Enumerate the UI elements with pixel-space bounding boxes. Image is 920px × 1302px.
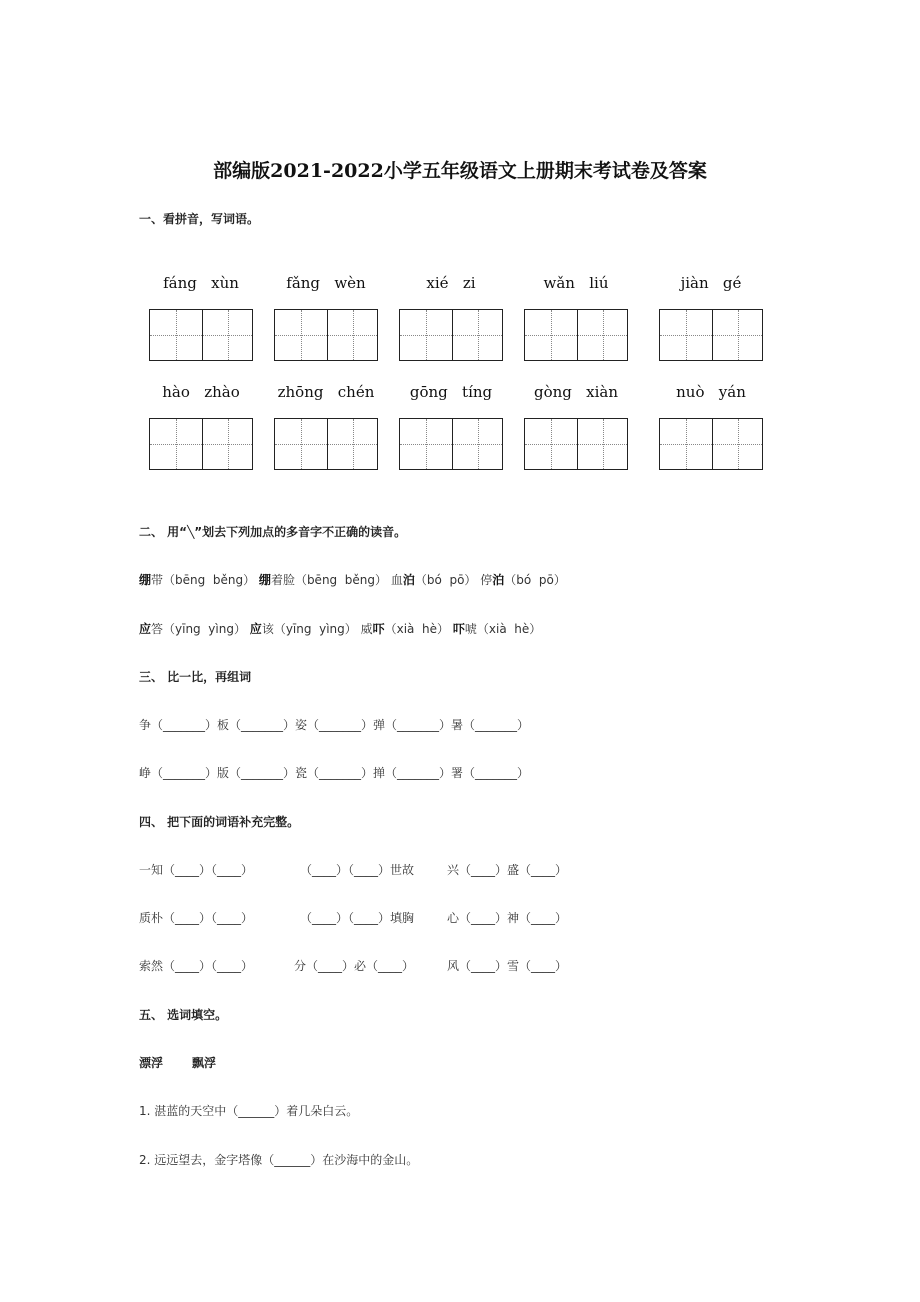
writing-grid[interactable]: [399, 309, 503, 361]
reading-options: （bó pō）: [504, 573, 566, 587]
section-4-heading: 四、 把下面的词语补充完整。: [139, 815, 300, 829]
reading-options: 唬（xià hè）: [464, 622, 542, 636]
compare-line-2: 峥（_______）版（_______）瓷（_______）掸（_______）署（_______）: [139, 766, 530, 780]
idiom-item: 质朴（____）（____）: [139, 911, 254, 925]
idiom-item: 风（____）雪（____）: [447, 959, 568, 973]
pinyin-label: xié zi: [426, 274, 476, 292]
writing-grid[interactable]: [149, 418, 253, 470]
pinyin-label: hào zhào: [162, 383, 240, 401]
pinyin-label: zhōng chén: [277, 383, 375, 401]
polyphone-item: [480, 573, 566, 587]
idiom-item: 一知（____）（____）: [139, 863, 254, 877]
polyphone-line-1: [139, 571, 566, 588]
section-5-heading: 五、 选词填空。: [139, 1008, 228, 1022]
section-2-heading: 二、 用“╲”划去下列加点的多音字不正确的读音。: [139, 525, 407, 539]
page-title: 部编版2021-2022小学五年级语文上册期末考试卷及答案: [213, 160, 707, 182]
dotted-character: 吓: [452, 622, 465, 636]
word-prefix: 威: [360, 622, 373, 636]
dotted-character: 泊: [402, 573, 415, 587]
idiom-item: 索然（____）（____）: [139, 959, 254, 973]
writing-grid[interactable]: [149, 309, 253, 361]
word-option-1: 漂浮: [139, 1056, 164, 1070]
section-3-heading: 三、 比一比，再组词: [139, 670, 252, 684]
reading-options: （bó pō）: [414, 573, 477, 587]
writing-grid[interactable]: [274, 309, 378, 361]
writing-grid[interactable]: [659, 418, 763, 470]
word-prefix: 停: [480, 573, 493, 587]
polyphone-item: [361, 622, 453, 636]
writing-grid[interactable]: [524, 418, 628, 470]
reading-options: （xià hè）: [384, 622, 450, 636]
pinyin-label: fǎng wèn: [286, 274, 366, 292]
fill-question-2: 2. 远远望去，金字塔像（______）在沙海中的金山。: [139, 1153, 419, 1167]
idiom-item: （____）（____）填胸: [300, 911, 415, 925]
fill-question-1: 1. 湛蓝的天空中（______）着几朵白云。: [139, 1104, 359, 1118]
pinyin-label: gòng xiàn: [533, 383, 619, 401]
idiom-item: （____）（____）世故: [300, 863, 415, 877]
writing-grid[interactable]: [274, 418, 378, 470]
reading-options: 着脸（bēng běng）: [270, 573, 388, 587]
polyphone-item: [139, 573, 259, 587]
pinyin-label: nuò yán: [676, 383, 746, 401]
idiom-item: 分（____）必（____）: [294, 959, 415, 973]
writing-grid[interactable]: [659, 309, 763, 361]
dotted-character: 绷: [139, 573, 152, 587]
dotted-character: 泊: [492, 573, 505, 587]
word-option-2: 飘浮: [192, 1056, 217, 1070]
pinyin-label: wǎn liú: [543, 274, 609, 292]
pinyin-label: jiàn gé: [680, 274, 742, 292]
reading-options: 该（yīng yìng）: [261, 622, 357, 636]
reading-options: 答（yīng yìng）: [151, 622, 246, 636]
polyphone-item: [391, 573, 480, 587]
compare-line-1: 争（_______）板（_______）姿（_______）弹（_______）暑（_______）: [139, 718, 530, 732]
dotted-character: 绷: [258, 573, 271, 587]
pinyin-label: fáng xùn: [163, 274, 239, 292]
writing-grid[interactable]: [399, 418, 503, 470]
writing-grid[interactable]: [524, 309, 628, 361]
pinyin-label: gōng tíng: [409, 383, 493, 401]
idiom-item: 心（____）神（____）: [447, 911, 568, 925]
idiom-item: 兴（____）盛（____）: [447, 863, 568, 877]
section-1-heading: 一、看拼音，写词语。: [139, 212, 260, 226]
polyphone-item: [250, 622, 361, 636]
polyphone-item: [139, 622, 250, 636]
dotted-character: 吓: [372, 622, 385, 636]
polyphone-item: [259, 573, 391, 587]
word-prefix: 血: [390, 573, 403, 587]
reading-options: 带（bēng běng）: [151, 573, 256, 587]
dotted-character: 应: [249, 622, 262, 636]
polyphone-line-2: [139, 620, 541, 637]
polyphone-item: [453, 622, 541, 636]
dotted-character: 应: [139, 622, 152, 636]
